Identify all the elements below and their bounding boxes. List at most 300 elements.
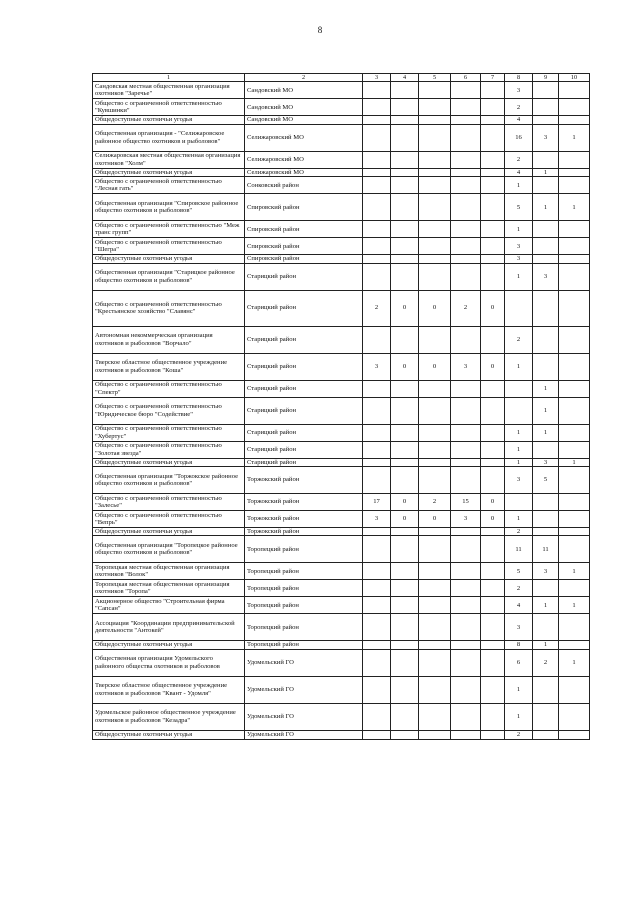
value-cell-c6 bbox=[451, 99, 481, 116]
value-cell-c5 bbox=[419, 263, 451, 290]
district-cell: Спировский район bbox=[245, 194, 363, 221]
value-cell-c6: 3 bbox=[451, 511, 481, 528]
value-cell-c4: 0 bbox=[391, 511, 419, 528]
organization-name-cell: Торопецкая местная общественная организация охотников "Волок" bbox=[93, 563, 245, 580]
district-cell: Торжокский район bbox=[245, 494, 363, 511]
value-cell-c8: 1 bbox=[505, 441, 533, 458]
table-row bbox=[93, 194, 590, 221]
value-cell-c8: 1 bbox=[505, 221, 533, 238]
value-cell-c8: 6 bbox=[505, 649, 533, 676]
value-cell-c7 bbox=[481, 380, 505, 397]
value-cell-c10 bbox=[559, 528, 590, 536]
value-cell-c8 bbox=[505, 380, 533, 397]
value-cell-c8 bbox=[505, 290, 533, 326]
value-cell-c5 bbox=[419, 326, 451, 353]
value-cell-c3: 3 bbox=[363, 511, 391, 528]
column-header: 5 bbox=[419, 74, 451, 82]
value-cell-c7 bbox=[481, 641, 505, 649]
value-cell-c7 bbox=[481, 326, 505, 353]
value-cell-c6 bbox=[451, 458, 481, 466]
organization-name-cell: Удомельское районное общественное учреждение охотников и рыболовов "Кезадра" bbox=[93, 703, 245, 730]
value-cell-c5 bbox=[419, 151, 451, 168]
value-cell-c10 bbox=[559, 290, 590, 326]
value-cell-c10 bbox=[559, 397, 590, 424]
value-cell-c3 bbox=[363, 649, 391, 676]
district-cell: Торопецкий район bbox=[245, 580, 363, 597]
value-cell-c10 bbox=[559, 641, 590, 649]
value-cell-c10 bbox=[559, 730, 590, 739]
value-cell-c3 bbox=[363, 703, 391, 730]
value-cell-c10 bbox=[559, 238, 590, 255]
value-cell-c8: 1 bbox=[505, 458, 533, 466]
value-cell-c7: 0 bbox=[481, 494, 505, 511]
value-cell-c6 bbox=[451, 151, 481, 168]
value-cell-c6 bbox=[451, 194, 481, 221]
table-row bbox=[93, 263, 590, 290]
value-cell-c4 bbox=[391, 99, 419, 116]
value-cell-c10 bbox=[559, 614, 590, 641]
value-cell-c3 bbox=[363, 397, 391, 424]
organization-name-cell: Торопецкая местная общественная организация охотников "Торопа" bbox=[93, 580, 245, 597]
value-cell-c9: 1 bbox=[533, 168, 559, 176]
value-cell-c6 bbox=[451, 580, 481, 597]
value-cell-c9: 1 bbox=[533, 194, 559, 221]
table-row bbox=[93, 730, 590, 739]
value-cell-c5 bbox=[419, 194, 451, 221]
value-cell-c10 bbox=[559, 511, 590, 528]
district-cell: Старицкий район bbox=[245, 290, 363, 326]
value-cell-c7 bbox=[481, 397, 505, 424]
value-cell-c10: 1 bbox=[559, 124, 590, 151]
table-row bbox=[93, 397, 590, 424]
value-cell-c3 bbox=[363, 467, 391, 494]
value-cell-c7 bbox=[481, 730, 505, 739]
district-cell: Старицкий район bbox=[245, 397, 363, 424]
value-cell-c3 bbox=[363, 124, 391, 151]
value-cell-c4: 0 bbox=[391, 353, 419, 380]
value-cell-c4 bbox=[391, 221, 419, 238]
value-cell-c9: 1 bbox=[533, 641, 559, 649]
value-cell-c7 bbox=[481, 177, 505, 194]
value-cell-c10 bbox=[559, 353, 590, 380]
value-cell-c8: 8 bbox=[505, 641, 533, 649]
value-cell-c7 bbox=[481, 563, 505, 580]
table-row bbox=[93, 597, 590, 614]
table-row bbox=[93, 441, 590, 458]
organization-name-cell: Общественная организация - "Селижаровское районное общество охотников и рыболовов" bbox=[93, 124, 245, 151]
value-cell-c7 bbox=[481, 424, 505, 441]
district-cell: Торопецкий район bbox=[245, 641, 363, 649]
value-cell-c3 bbox=[363, 255, 391, 263]
value-cell-c7 bbox=[481, 255, 505, 263]
value-cell-c10 bbox=[559, 116, 590, 124]
value-cell-c8: 1 bbox=[505, 353, 533, 380]
organization-name-cell: Общедоступные охотничьи угодья bbox=[93, 528, 245, 536]
value-cell-c10: 1 bbox=[559, 649, 590, 676]
value-cell-c5 bbox=[419, 641, 451, 649]
value-cell-c6 bbox=[451, 263, 481, 290]
table-row bbox=[93, 353, 590, 380]
district-cell: Удомельский ГО bbox=[245, 730, 363, 739]
organization-name-cell: Общество с ограниченной ответственностью "Кувшинки" bbox=[93, 99, 245, 116]
value-cell-c10: 1 bbox=[559, 194, 590, 221]
value-cell-c10 bbox=[559, 580, 590, 597]
value-cell-c4 bbox=[391, 536, 419, 563]
value-cell-c10 bbox=[559, 467, 590, 494]
value-cell-c4 bbox=[391, 597, 419, 614]
value-cell-c4 bbox=[391, 168, 419, 176]
table-row bbox=[93, 424, 590, 441]
value-cell-c3: 17 bbox=[363, 494, 391, 511]
district-cell: Торжокский район bbox=[245, 528, 363, 536]
value-cell-c10 bbox=[559, 326, 590, 353]
value-cell-c9 bbox=[533, 676, 559, 703]
value-cell-c7 bbox=[481, 703, 505, 730]
value-cell-c7 bbox=[481, 124, 505, 151]
table-row bbox=[93, 563, 590, 580]
value-cell-c9 bbox=[533, 353, 559, 380]
value-cell-c4 bbox=[391, 676, 419, 703]
value-cell-c10 bbox=[559, 82, 590, 99]
organization-name-cell: Автономная некоммерческая организация охотников и рыболовов "Ворчало" bbox=[93, 326, 245, 353]
district-cell: Старицкий район bbox=[245, 424, 363, 441]
organization-name-cell: Сандовская местная общественная организация охотников "Заречье" bbox=[93, 82, 245, 99]
value-cell-c7 bbox=[481, 441, 505, 458]
table-row bbox=[93, 511, 590, 528]
column-header: 3 bbox=[363, 74, 391, 82]
district-cell: Селижаровский МО bbox=[245, 168, 363, 176]
organization-name-cell: Общедоступные охотничьи угодья bbox=[93, 458, 245, 466]
table-row bbox=[93, 124, 590, 151]
organization-name-cell: Общество с ограниченной ответственностью "Крестьянское хозяйство "Славянс" bbox=[93, 290, 245, 326]
table-row bbox=[93, 580, 590, 597]
table-row bbox=[93, 641, 590, 649]
value-cell-c10 bbox=[559, 676, 590, 703]
value-cell-c7 bbox=[481, 649, 505, 676]
value-cell-c5 bbox=[419, 116, 451, 124]
organization-name-cell: Общество с ограниченной ответственностью "Лесная гать" bbox=[93, 177, 245, 194]
value-cell-c8: 2 bbox=[505, 730, 533, 739]
value-cell-c6 bbox=[451, 536, 481, 563]
value-cell-c9: 1 bbox=[533, 424, 559, 441]
value-cell-c6 bbox=[451, 221, 481, 238]
value-cell-c9: 1 bbox=[533, 380, 559, 397]
table-row bbox=[93, 649, 590, 676]
value-cell-c3 bbox=[363, 424, 391, 441]
value-cell-c4 bbox=[391, 82, 419, 99]
value-cell-c6 bbox=[451, 730, 481, 739]
value-cell-c4 bbox=[391, 458, 419, 466]
value-cell-c3 bbox=[363, 641, 391, 649]
value-cell-c10 bbox=[559, 151, 590, 168]
value-cell-c3 bbox=[363, 221, 391, 238]
district-cell: Старицкий район bbox=[245, 353, 363, 380]
value-cell-c5 bbox=[419, 563, 451, 580]
value-cell-c9 bbox=[533, 730, 559, 739]
value-cell-c7 bbox=[481, 194, 505, 221]
value-cell-c7 bbox=[481, 263, 505, 290]
value-cell-c4 bbox=[391, 116, 419, 124]
value-cell-c8 bbox=[505, 494, 533, 511]
district-cell: Торжокский район bbox=[245, 511, 363, 528]
value-cell-c8: 3 bbox=[505, 614, 533, 641]
value-cell-c9 bbox=[533, 151, 559, 168]
district-cell: Удомельский ГО bbox=[245, 649, 363, 676]
value-cell-c8: 1 bbox=[505, 676, 533, 703]
value-cell-c6 bbox=[451, 649, 481, 676]
value-cell-c8: 4 bbox=[505, 116, 533, 124]
value-cell-c3 bbox=[363, 82, 391, 99]
value-cell-c7 bbox=[481, 116, 505, 124]
organization-name-cell: Общество с ограниченной ответственностью "Золотая звезда" bbox=[93, 441, 245, 458]
value-cell-c4 bbox=[391, 177, 419, 194]
value-cell-c10 bbox=[559, 177, 590, 194]
district-cell: Удомельский ГО bbox=[245, 676, 363, 703]
organization-name-cell: Тверское областное общественное учреждение охотников и рыболовов "Квант - Удомля" bbox=[93, 676, 245, 703]
value-cell-c8: 1 bbox=[505, 177, 533, 194]
value-cell-c4: 0 bbox=[391, 494, 419, 511]
organization-name-cell: Общество с ограниченной ответственностью "Шегра" bbox=[93, 238, 245, 255]
organization-name-cell: Общество с ограниченной ответственностью "Залесье" bbox=[93, 494, 245, 511]
value-cell-c5 bbox=[419, 99, 451, 116]
value-cell-c9 bbox=[533, 441, 559, 458]
value-cell-c9: 5 bbox=[533, 467, 559, 494]
value-cell-c8: 2 bbox=[505, 326, 533, 353]
organization-name-cell: Тверское областное общественное учреждение охотников и рыболовов "Коша" bbox=[93, 353, 245, 380]
table-row bbox=[93, 238, 590, 255]
value-cell-c9 bbox=[533, 99, 559, 116]
organization-name-cell: Общедоступные охотничьи угодья bbox=[93, 641, 245, 649]
value-cell-c10 bbox=[559, 703, 590, 730]
column-header: 9 bbox=[533, 74, 559, 82]
value-cell-c4 bbox=[391, 580, 419, 597]
value-cell-c6 bbox=[451, 597, 481, 614]
table-row bbox=[93, 168, 590, 176]
value-cell-c3: 3 bbox=[363, 353, 391, 380]
value-cell-c8: 3 bbox=[505, 238, 533, 255]
organization-name-cell: Общество с ограниченной ответственностью "Юридическое бюро "Содействие" bbox=[93, 397, 245, 424]
value-cell-c10 bbox=[559, 380, 590, 397]
district-cell: Старицкий район bbox=[245, 263, 363, 290]
value-cell-c7 bbox=[481, 580, 505, 597]
value-cell-c3 bbox=[363, 528, 391, 536]
value-cell-c6 bbox=[451, 168, 481, 176]
value-cell-c4 bbox=[391, 424, 419, 441]
value-cell-c3 bbox=[363, 326, 391, 353]
value-cell-c3 bbox=[363, 730, 391, 739]
value-cell-c7 bbox=[481, 528, 505, 536]
value-cell-c7 bbox=[481, 467, 505, 494]
value-cell-c4 bbox=[391, 124, 419, 151]
value-cell-c5: 0 bbox=[419, 511, 451, 528]
value-cell-c5 bbox=[419, 597, 451, 614]
value-cell-c6 bbox=[451, 424, 481, 441]
value-cell-c3 bbox=[363, 151, 391, 168]
value-cell-c10 bbox=[559, 494, 590, 511]
organization-name-cell: Общественная организация "Торопецкое районное общество охотников и рыболовов" bbox=[93, 536, 245, 563]
column-header: 4 bbox=[391, 74, 419, 82]
table-body bbox=[93, 74, 590, 740]
value-cell-c3 bbox=[363, 580, 391, 597]
value-cell-c7 bbox=[481, 168, 505, 176]
table-row bbox=[93, 614, 590, 641]
value-cell-c5 bbox=[419, 614, 451, 641]
value-cell-c8: 3 bbox=[505, 467, 533, 494]
value-cell-c10 bbox=[559, 221, 590, 238]
value-cell-c4 bbox=[391, 614, 419, 641]
value-cell-c9 bbox=[533, 255, 559, 263]
column-number-row bbox=[93, 74, 590, 82]
value-cell-c8: 5 bbox=[505, 194, 533, 221]
value-cell-c9 bbox=[533, 703, 559, 730]
value-cell-c3 bbox=[363, 116, 391, 124]
value-cell-c5: 0 bbox=[419, 290, 451, 326]
value-cell-c7: 0 bbox=[481, 290, 505, 326]
value-cell-c8: 5 bbox=[505, 563, 533, 580]
table-row bbox=[93, 528, 590, 536]
district-cell: Удомельский ГО bbox=[245, 703, 363, 730]
value-cell-c5 bbox=[419, 255, 451, 263]
value-cell-c10 bbox=[559, 99, 590, 116]
table-row bbox=[93, 458, 590, 466]
value-cell-c6 bbox=[451, 124, 481, 151]
value-cell-c4 bbox=[391, 238, 419, 255]
value-cell-c8: 3 bbox=[505, 82, 533, 99]
value-cell-c6: 15 bbox=[451, 494, 481, 511]
table-row bbox=[93, 703, 590, 730]
value-cell-c8: 4 bbox=[505, 597, 533, 614]
value-cell-c7 bbox=[481, 536, 505, 563]
district-cell: Сандовский МО bbox=[245, 99, 363, 116]
value-cell-c9 bbox=[533, 494, 559, 511]
value-cell-c5 bbox=[419, 580, 451, 597]
table-row bbox=[93, 290, 590, 326]
value-cell-c3 bbox=[363, 194, 391, 221]
organization-name-cell: Общественная организация Удомельского районного общества охотников и рыболовов bbox=[93, 649, 245, 676]
value-cell-c4 bbox=[391, 151, 419, 168]
value-cell-c10 bbox=[559, 424, 590, 441]
district-cell: Торопецкий район bbox=[245, 536, 363, 563]
value-cell-c4 bbox=[391, 641, 419, 649]
district-cell: Селижаровский МО bbox=[245, 124, 363, 151]
value-cell-c4 bbox=[391, 703, 419, 730]
value-cell-c6 bbox=[451, 397, 481, 424]
value-cell-c5 bbox=[419, 397, 451, 424]
value-cell-c3 bbox=[363, 563, 391, 580]
district-cell: Торопецкий район bbox=[245, 563, 363, 580]
value-cell-c9 bbox=[533, 116, 559, 124]
value-cell-c4 bbox=[391, 194, 419, 221]
value-cell-c9: 3 bbox=[533, 124, 559, 151]
organization-name-cell: Общество с ограниченной ответственностью "Спектр" bbox=[93, 380, 245, 397]
column-header: 1 bbox=[93, 74, 245, 82]
value-cell-c9 bbox=[533, 177, 559, 194]
value-cell-c10: 1 bbox=[559, 597, 590, 614]
value-cell-c3 bbox=[363, 263, 391, 290]
value-cell-c4 bbox=[391, 263, 419, 290]
table-row bbox=[93, 151, 590, 168]
column-header: 2 bbox=[245, 74, 363, 82]
hunting-grounds-table bbox=[92, 73, 590, 740]
value-cell-c6 bbox=[451, 82, 481, 99]
value-cell-c8: 2 bbox=[505, 580, 533, 597]
value-cell-c8: 16 bbox=[505, 124, 533, 151]
district-cell: Сандовский МО bbox=[245, 82, 363, 99]
value-cell-c5 bbox=[419, 528, 451, 536]
value-cell-c7 bbox=[481, 151, 505, 168]
value-cell-c8: 3 bbox=[505, 255, 533, 263]
district-cell: Спировский район bbox=[245, 238, 363, 255]
table-row bbox=[93, 676, 590, 703]
table-row bbox=[93, 221, 590, 238]
table-row bbox=[93, 536, 590, 563]
organization-name-cell: Общество с ограниченной ответственностью "Вепрь" bbox=[93, 511, 245, 528]
value-cell-c8: 11 bbox=[505, 536, 533, 563]
value-cell-c5 bbox=[419, 536, 451, 563]
value-cell-c3 bbox=[363, 458, 391, 466]
value-cell-c7 bbox=[481, 238, 505, 255]
value-cell-c5: 2 bbox=[419, 494, 451, 511]
value-cell-c4 bbox=[391, 380, 419, 397]
value-cell-c7 bbox=[481, 221, 505, 238]
district-cell: Старицкий район bbox=[245, 458, 363, 466]
value-cell-c8: 2 bbox=[505, 528, 533, 536]
column-header: 7 bbox=[481, 74, 505, 82]
district-cell: Торжокский район bbox=[245, 467, 363, 494]
value-cell-c3: 2 bbox=[363, 290, 391, 326]
value-cell-c4 bbox=[391, 255, 419, 263]
value-cell-c7 bbox=[481, 614, 505, 641]
district-cell: Сандовский МО bbox=[245, 116, 363, 124]
organization-name-cell: Общественная организация "Торжокское районное общество охотников и рыболовов" bbox=[93, 467, 245, 494]
value-cell-c5 bbox=[419, 703, 451, 730]
value-cell-c6: 2 bbox=[451, 290, 481, 326]
organization-name-cell: Общедоступные охотничьи угодья bbox=[93, 116, 245, 124]
value-cell-c3 bbox=[363, 676, 391, 703]
organization-name-cell: Общедоступные охотничьи угодья bbox=[93, 168, 245, 176]
value-cell-c6 bbox=[451, 676, 481, 703]
value-cell-c5 bbox=[419, 467, 451, 494]
value-cell-c6 bbox=[451, 641, 481, 649]
value-cell-c6 bbox=[451, 380, 481, 397]
organization-name-cell: Общество с ограниченной ответственностью "Хубертус" bbox=[93, 424, 245, 441]
value-cell-c3 bbox=[363, 597, 391, 614]
value-cell-c10 bbox=[559, 536, 590, 563]
table-row bbox=[93, 82, 590, 99]
table-row bbox=[93, 116, 590, 124]
organization-name-cell: Общедоступные охотничьи угодья bbox=[93, 255, 245, 263]
district-cell: Сонковский район bbox=[245, 177, 363, 194]
value-cell-c3 bbox=[363, 177, 391, 194]
organization-name-cell: Селижаровская местная общественная организация охотников "Холм" bbox=[93, 151, 245, 168]
value-cell-c5 bbox=[419, 441, 451, 458]
value-cell-c4 bbox=[391, 467, 419, 494]
value-cell-c6 bbox=[451, 177, 481, 194]
organization-name-cell: Общественная организация "Спировское районное общество охотников и рыболовов" bbox=[93, 194, 245, 221]
value-cell-c8: 1 bbox=[505, 703, 533, 730]
value-cell-c6 bbox=[451, 528, 481, 536]
district-cell: Торопецкий район bbox=[245, 614, 363, 641]
value-cell-c9: 11 bbox=[533, 536, 559, 563]
value-cell-c3 bbox=[363, 536, 391, 563]
value-cell-c6 bbox=[451, 116, 481, 124]
value-cell-c8 bbox=[505, 397, 533, 424]
value-cell-c10 bbox=[559, 168, 590, 176]
value-cell-c5 bbox=[419, 177, 451, 194]
value-cell-c6: 3 bbox=[451, 353, 481, 380]
value-cell-c4 bbox=[391, 528, 419, 536]
column-header: 6 bbox=[451, 74, 481, 82]
